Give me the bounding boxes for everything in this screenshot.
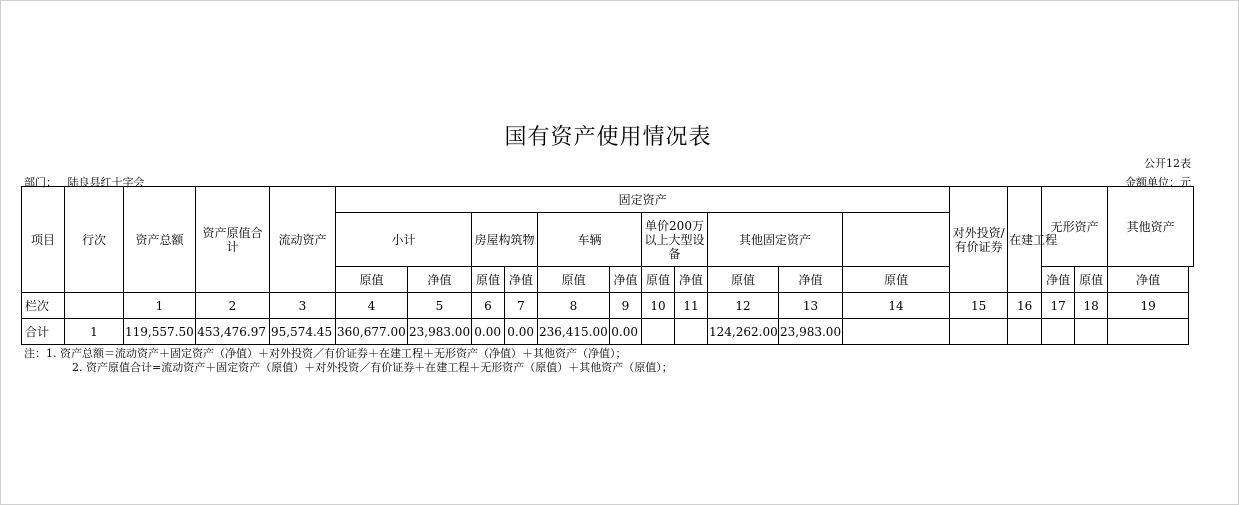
column-number: 12 bbox=[708, 293, 779, 319]
form-number: 公开12表 bbox=[1144, 157, 1191, 170]
header-subtotal-original: 原值 bbox=[336, 267, 408, 293]
total-cell-subtotal-original: 360,677.00 bbox=[336, 319, 408, 345]
total-cell-equipment-original bbox=[642, 319, 675, 345]
header-current-assets: 流动资产 bbox=[270, 187, 336, 293]
column-number bbox=[65, 293, 124, 319]
total-cell-other-assets-net bbox=[1108, 319, 1189, 345]
column-number: 3 bbox=[270, 293, 336, 319]
header-vehicles-original: 原值 bbox=[538, 267, 610, 293]
total-cell-investment bbox=[843, 319, 950, 345]
header-equipment-original: 原值 bbox=[642, 267, 675, 293]
header-total-assets: 资产总额 bbox=[124, 187, 196, 293]
header-vehicles: 车辆 bbox=[538, 213, 642, 267]
total-cell-other-fixed-net: 23,983.00 bbox=[779, 319, 843, 345]
note-2: 2. 资产原值合计=流动资产＋固定资产（原值）＋对外投资／有价证券＋在建工程＋无形资产（原值）＋其他资产（原值）； bbox=[72, 361, 673, 374]
header-other-fixed: 其他固定资产 bbox=[708, 213, 843, 267]
header-original-total: 资产原值合计 bbox=[196, 187, 270, 293]
total-row bbox=[22, 319, 1194, 345]
column-number: 1 bbox=[124, 293, 196, 319]
column-row-label: 栏次 bbox=[22, 293, 65, 319]
total-cell-subtotal-net: 23,983.00 bbox=[408, 319, 472, 345]
column-number: 18 bbox=[1075, 293, 1108, 319]
column-number: 13 bbox=[779, 293, 843, 319]
column-number: 2 bbox=[196, 293, 270, 319]
total-cell-other-fixed-original: 124,262.00 bbox=[708, 319, 779, 345]
header-fixed-assets: 固定资产 bbox=[336, 187, 950, 213]
column-number: 6 bbox=[472, 293, 505, 319]
notes bbox=[24, 347, 673, 375]
total-cell-construction bbox=[950, 319, 1008, 345]
header-construction: 在建工程 bbox=[1008, 187, 1042, 293]
column-number: 5 bbox=[408, 293, 472, 319]
total-cell-intangible-net bbox=[1042, 319, 1075, 345]
header-other-assets: 其他资产 bbox=[1108, 187, 1194, 267]
header-buildings: 房屋构筑物 bbox=[472, 213, 538, 267]
column-number-row bbox=[22, 293, 1194, 319]
total-cell-vehicles-net: 0.00 bbox=[610, 319, 642, 345]
header-subtotal: 小计 bbox=[336, 213, 472, 267]
header-other-assets-net: 净值 bbox=[1108, 267, 1189, 293]
total-cell-current-assets: 95,574.45 bbox=[270, 319, 336, 345]
header-item: 项目 bbox=[22, 187, 65, 293]
header-intangible-original: 原值 bbox=[843, 267, 950, 293]
column-number: 11 bbox=[675, 293, 708, 319]
header-large-equipment: 单价200万以上大型设备 bbox=[642, 213, 708, 267]
column-number: 15 bbox=[950, 293, 1008, 319]
total-cell-buildings-net: 0.00 bbox=[505, 319, 538, 345]
header-buildings-original: 原值 bbox=[472, 267, 505, 293]
note-1: 注：1. 资产总额＝流动资产＋固定资产（净值）＋对外投资／有价证券＋在建工程＋无形资产（净值）＋其他资产（净值）； bbox=[24, 347, 627, 360]
header-equipment-net: 净值 bbox=[675, 267, 708, 293]
header-other-fixed-original: 原值 bbox=[708, 267, 779, 293]
total-cell-original-total: 453,476.97 bbox=[196, 319, 270, 345]
column-number: 16 bbox=[1008, 293, 1042, 319]
column-number: 17 bbox=[1042, 293, 1075, 319]
total-cell-row-no: 1 bbox=[65, 319, 124, 345]
column-number: 9 bbox=[610, 293, 642, 319]
header-vehicles-net: 净值 bbox=[610, 267, 642, 293]
header-subtotal-net: 净值 bbox=[408, 267, 472, 293]
header-buildings-net: 净值 bbox=[505, 267, 538, 293]
header-other-fixed-net: 净值 bbox=[779, 267, 843, 293]
header-investment: 对外投资/有价证券 bbox=[950, 187, 1008, 293]
department-label: 部门： bbox=[24, 176, 57, 189]
header-intangible-net: 净值 bbox=[1042, 267, 1075, 293]
department-name: 陆良县红十字会 bbox=[67, 176, 145, 189]
header-row-no: 行次 bbox=[65, 187, 124, 293]
asset-table bbox=[21, 186, 1194, 345]
column-number: 10 bbox=[642, 293, 675, 319]
total-cell-vehicles-original: 236,415.00 bbox=[538, 319, 610, 345]
column-number: 7 bbox=[505, 293, 538, 319]
page-title: 国有资产使用情况表 bbox=[504, 125, 712, 150]
total-cell-intangible-original bbox=[1008, 319, 1042, 345]
column-number: 14 bbox=[843, 293, 950, 319]
column-number: 4 bbox=[336, 293, 408, 319]
amount-unit: 金额单位：元 bbox=[1125, 176, 1191, 189]
total-row-label: 合计 bbox=[22, 319, 65, 345]
total-cell-total-assets: 119,557.50 bbox=[124, 319, 196, 345]
header-intangible: 无形资产 bbox=[1042, 187, 1108, 267]
total-cell-equipment-net bbox=[675, 319, 708, 345]
total-cell-buildings-original: 0.00 bbox=[472, 319, 505, 345]
total-cell-other-assets-original bbox=[1075, 319, 1108, 345]
column-number: 19 bbox=[1108, 293, 1189, 319]
column-number: 8 bbox=[538, 293, 610, 319]
header-other-assets-original: 原值 bbox=[1075, 267, 1108, 293]
